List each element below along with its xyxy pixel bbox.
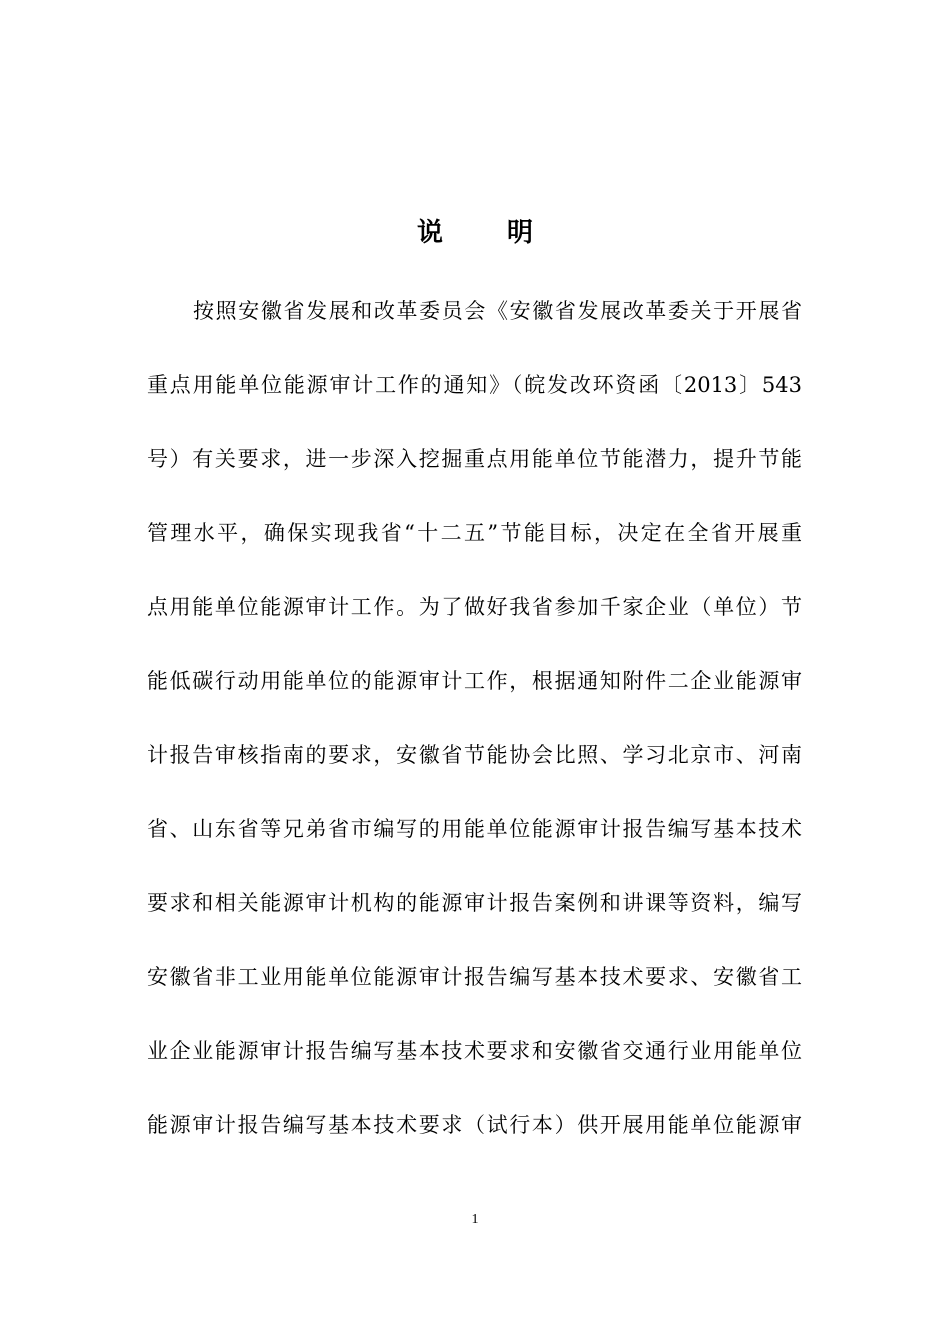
paragraph-line-1: 按照安徽省发展和改革委员会《安徽省发展改革委关于开展省 — [193, 299, 802, 323]
paragraph-line-3: 号）有关要求，进一步深入挖掘重点用能单位节能潜力，提升节能 — [147, 447, 802, 471]
paragraph-line-2: 重点用能单位能源审计工作的通知》（皖发改环资函〔2013〕543 — [147, 373, 802, 397]
paragraph-line-5: 点用能单位能源审计工作。为了做好我省参加千家企业（单位）节 — [147, 595, 802, 619]
paragraph-line-8: 省、山东省等兄弟省市编写的用能单位能源审计报告编写基本技术 — [147, 817, 802, 841]
title-char-2: 明 — [507, 218, 534, 248]
paragraph-line-12: 能源审计报告编写基本技术要求（试行本）供开展用能单位能源审 — [147, 1113, 802, 1137]
paragraph-line-4: 管理水平，确保实现我省“十二五”节能目标，决定在全省开展重 — [147, 521, 802, 545]
paragraph-line-7: 计报告审核指南的要求，安徽省节能协会比照、学习北京市、河南 — [147, 743, 802, 767]
paragraph-line-6: 能低碳行动用能单位的能源审计工作，根据通知附件二企业能源审 — [147, 669, 802, 693]
paragraph-line-11: 业企业能源审计报告编写基本技术要求和安徽省交通行业用能单位 — [147, 1039, 802, 1063]
page-title — [0, 212, 950, 249]
title-char-1: 说 — [416, 218, 443, 248]
paragraph-line-9: 要求和相关能源审计机构的能源审计报告案例和讲课等资料，编写 — [147, 891, 802, 915]
paragraph-line-10: 安徽省非工业用能单位能源审计报告编写基本技术要求、安徽省工 — [147, 965, 802, 989]
page-number: 1 — [471, 1212, 479, 1227]
